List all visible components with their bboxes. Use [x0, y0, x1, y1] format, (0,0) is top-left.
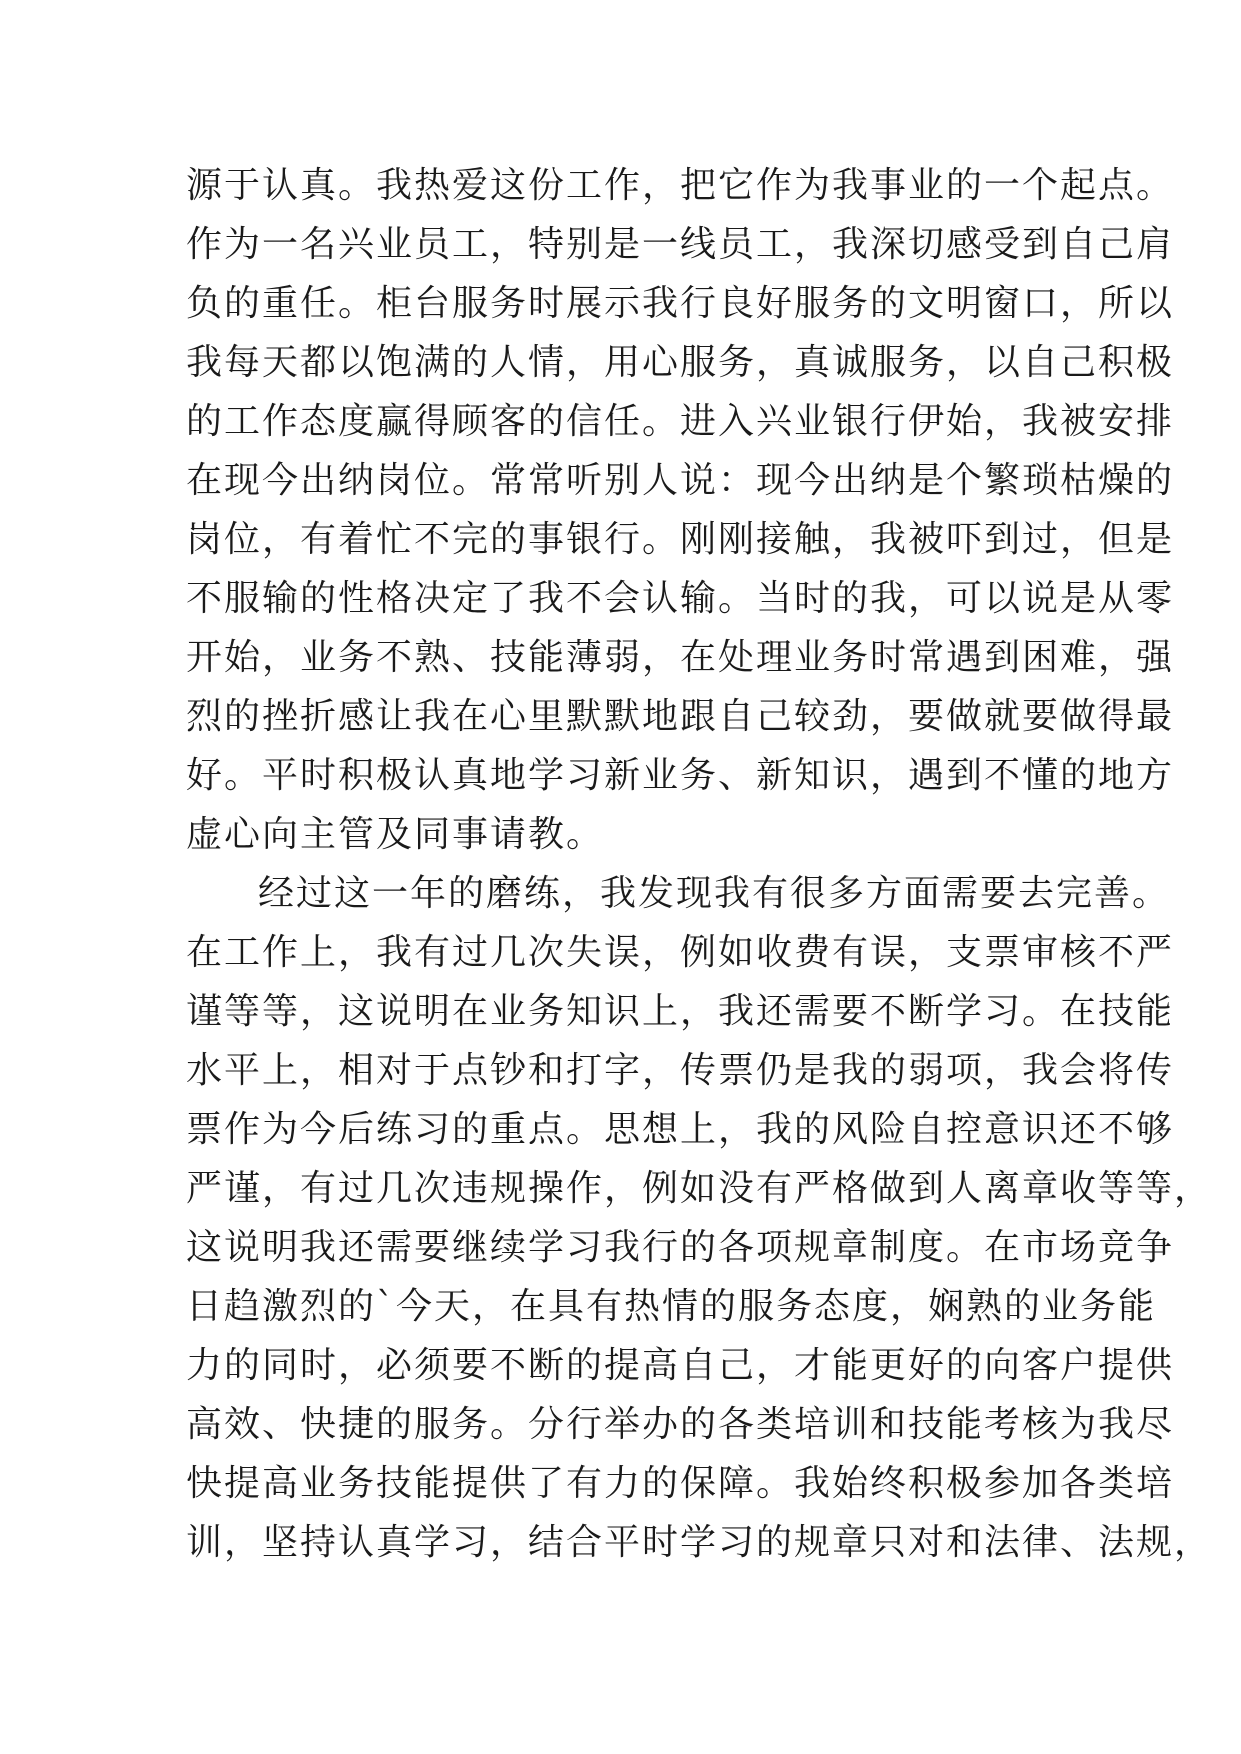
text-line: 烈的挫折感让我在心里默默地跟自己较劲，要做就要做得最 — [186, 696, 1175, 737]
text-line: 高效、快捷的服务。分行举办的各类培训和技能考核为我尽 — [186, 1404, 1175, 1445]
text-line: 训，坚持认真学习，结合平时学习的规章只对和法律、法规， — [186, 1522, 1213, 1563]
text-line: 水平上，相对于点钞和打字，传票仍是我的弱项，我会将传 — [186, 1050, 1175, 1091]
text-line: 负的重任。柜台服务时展示我行良好服务的文明窗口，所以 — [186, 283, 1175, 324]
text-line: 票作为今后练习的重点。思想上，我的风险自控意识还不够 — [186, 1109, 1175, 1150]
text-line: 力的同时，必须要不断的提高自己，才能更好的向客户提供 — [186, 1345, 1175, 1386]
text-line: 开始，业务不熟、技能薄弱，在处理业务时常遇到困难，强 — [186, 637, 1175, 678]
text-line: 虚心向主管及同事请教。 — [186, 814, 605, 855]
paragraph-first-line: 经过这一年的磨练，我发现我有很多方面需要去完善。 — [258, 873, 1171, 914]
text-line: 的工作态度赢得顾客的信任。进入兴业银行伊始，我被安排 — [186, 401, 1175, 442]
text-line: 源于认真。我热爱这份工作，把它作为我事业的一个起点。 — [186, 165, 1175, 206]
text-line: 快提高业务技能提供了有力的保障。我始终积极参加各类培 — [186, 1463, 1175, 1504]
text-line: 我每天都以饱满的人情，用心服务，真诚服务，以自己积极 — [186, 342, 1175, 383]
text-line: 在现今出纳岗位。常常听别人说：现今出纳是个繁琐枯燥的 — [186, 460, 1175, 501]
text-line: 日趋激烈的`今天，在具有热情的服务态度，娴熟的业务能 — [186, 1286, 1157, 1327]
text-line: 不服输的性格决定了我不会认输。当时的我，可以说是从零 — [186, 578, 1175, 619]
text-line: 岗位，有着忙不完的事银行。刚刚接触，我被吓到过，但是 — [186, 519, 1175, 560]
text-line: 这说明我还需要继续学习我行的各项规章制度。在市场竞争 — [186, 1227, 1175, 1268]
text-line: 作为一名兴业员工，特别是一线员工，我深切感受到自己肩 — [186, 224, 1175, 265]
document-body — [186, 156, 1213, 1572]
text-line: 在工作上，我有过几次失误，例如收费有误，支票审核不严 — [186, 932, 1175, 973]
text-line: 严谨，有过几次违规操作，例如没有严格做到人离章收等等， — [186, 1168, 1213, 1209]
text-line: 好。平时积极认真地学习新业务、新知识，遇到不懂的地方 — [186, 755, 1175, 796]
text-line: 谨等等，这说明在业务知识上，我还需要不断学习。在技能 — [186, 991, 1175, 1032]
